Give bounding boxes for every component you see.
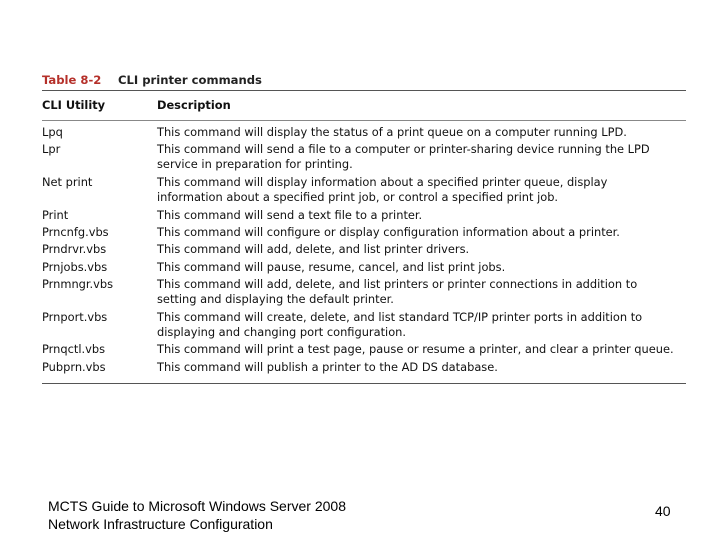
row-utility: Prnjobs.vbs — [42, 259, 108, 274]
row-description: This command will add, delete, and list printers or printer connections in addition to setting and displaying the default printer. — [157, 277, 638, 307]
row-description: This command will print a test page, pause or resume a printer, and clear a printer queue. — [157, 342, 674, 357]
row-description: This command will send a text file to a printer. — [157, 207, 423, 222]
table-caption — [42, 71, 686, 90]
row-utility: Prndrvr.vbs — [42, 242, 107, 257]
table-row — [42, 225, 686, 240]
row-description: This command will add, delete, and list printer drivers. — [157, 242, 470, 257]
row-description: This command will publish a printer to the AD DS database. — [157, 359, 498, 374]
footer-course-title: MCTS Guide to Microsoft Windows Server 2008 — [48, 498, 346, 514]
table-row — [42, 260, 686, 275]
row-description: This command will display information about a specified printer queue, display information about a specified print job, or control a specified print job. — [157, 174, 608, 204]
slide-footer — [48, 497, 346, 533]
table-body — [42, 121, 686, 383]
row-utility: Prnport.vbs — [42, 309, 108, 324]
row-description: This command will display the status of a print queue on a computer running LPD. — [157, 125, 627, 139]
table-row — [42, 310, 686, 340]
printer-commands-table — [42, 71, 686, 384]
table-bottom-rule — [42, 383, 686, 384]
footer-course-subtitle: Network Infrastructure Configuration — [48, 516, 273, 532]
row-description: This command will pause, resume, cancel, and list print jobs. — [157, 259, 506, 274]
row-description: This command will configure or display configuration information about a printer. — [157, 224, 620, 239]
table-row — [42, 242, 686, 257]
table-row — [42, 277, 686, 307]
row-utility: Prnmngr.vbs — [42, 277, 114, 292]
table-number: Table 8-2 — [42, 73, 102, 87]
row-utility: Pubprn.vbs — [42, 359, 106, 374]
header-description: Description — [157, 98, 231, 112]
table-row — [42, 360, 686, 375]
table-row — [42, 125, 686, 140]
row-utility: Prncnfg.vbs — [42, 224, 109, 239]
row-utility: Lpr — [42, 142, 61, 157]
table-title: CLI printer commands — [118, 73, 262, 87]
row-description: This command will create, delete, and list standard TCP/IP printer ports in addition to displaying and changing port configuration. — [157, 309, 643, 339]
table-row — [42, 175, 686, 205]
row-utility: Lpq — [42, 125, 63, 139]
table-header-row — [42, 91, 686, 120]
header-cli-utility: CLI Utility — [42, 98, 106, 112]
table-row — [42, 208, 686, 223]
table-row — [42, 142, 686, 172]
table-row — [42, 342, 686, 357]
row-utility: Print — [42, 207, 69, 222]
row-utility: Prnqctl.vbs — [42, 342, 106, 357]
page-number: 40 — [655, 503, 671, 519]
row-utility: Net print — [42, 174, 93, 189]
row-description: This command will send a file to a computer or printer-sharing device running the LPD service in preparation for printing. — [157, 142, 650, 172]
